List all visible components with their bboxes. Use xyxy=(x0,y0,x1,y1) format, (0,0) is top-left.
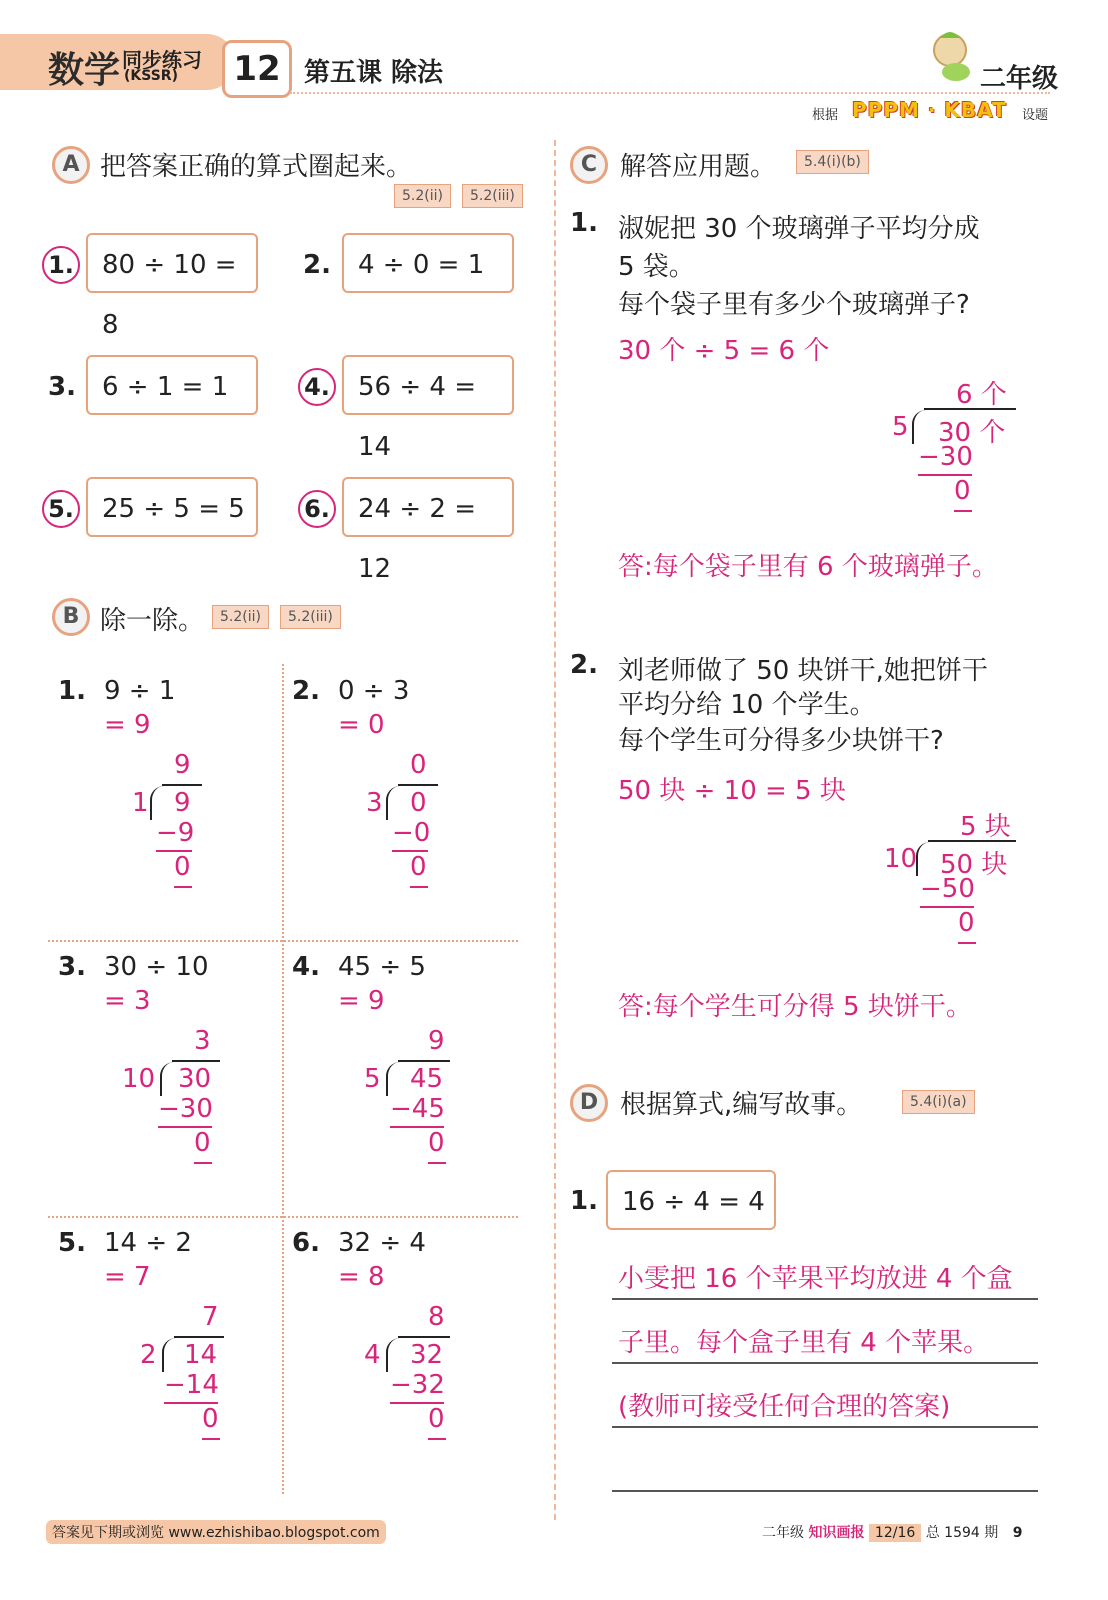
dividend: 0 xyxy=(410,788,427,818)
division-bar xyxy=(398,784,438,786)
quotient: 8 xyxy=(428,1302,445,1332)
answer: = 3 xyxy=(104,986,151,1016)
subtraction: −14 xyxy=(164,1370,219,1400)
problem-line: 每个学生可分得多少块饼干? xyxy=(618,726,944,756)
division-bracket xyxy=(912,410,928,444)
section-c-title: 解答应用题。 xyxy=(620,152,777,182)
story-note: (教师可接受任何合理的答案) xyxy=(618,1392,951,1422)
section-b-tag: 5.2(iii) xyxy=(280,605,341,629)
remainder: 0 xyxy=(174,852,191,882)
division-cell xyxy=(58,676,278,926)
division-bar xyxy=(398,1336,450,1338)
divisor: 4 xyxy=(364,1340,381,1370)
divisor: 3 xyxy=(366,788,383,818)
question-number: 1. xyxy=(58,676,86,706)
dividend: 30 个 xyxy=(938,418,1006,448)
mascot-icon xyxy=(926,28,982,84)
quotient: 6 个 xyxy=(956,380,1007,410)
equation-answer: 50 块 ÷ 10 = 5 块 xyxy=(618,776,846,806)
problem-line: 每个袋子里有多少个玻璃弹子? xyxy=(618,290,970,320)
dividend: 9 xyxy=(174,788,191,818)
basis-suffix: 设题 xyxy=(1022,108,1049,123)
circled-question-number: 1. xyxy=(42,246,80,284)
subtraction: −45 xyxy=(390,1094,445,1124)
grid-divider-horizontal xyxy=(48,940,518,942)
answer: = 7 xyxy=(104,1262,151,1292)
quotient: 7 xyxy=(202,1302,219,1332)
equation-box: 6 ÷ 1 = 1 xyxy=(86,355,258,415)
header-divider xyxy=(290,92,1050,94)
answer: = 8 xyxy=(338,1262,385,1292)
underline xyxy=(194,1162,212,1164)
section-d-title: 根据算式,编写故事。 xyxy=(620,1090,863,1120)
problem-line: 淑妮把 30 个玻璃弹子平均分成 xyxy=(618,214,980,244)
division-bracket xyxy=(386,1062,402,1096)
division-bar xyxy=(928,840,1016,842)
underline xyxy=(954,510,972,512)
division-bar xyxy=(174,1336,224,1338)
lesson-title: 第五课 除法 xyxy=(304,58,444,88)
remainder: 0 xyxy=(410,852,427,882)
divisor: 10 xyxy=(122,1064,156,1094)
grid-divider-horizontal xyxy=(48,1216,518,1218)
basis-prefix: 根据 xyxy=(812,108,839,123)
book-subtitle: 同步练习 xyxy=(122,48,202,72)
section-d-badge: D xyxy=(570,1084,608,1122)
quotient: 0 xyxy=(410,750,427,780)
underline xyxy=(958,942,976,944)
circled-question-number: 6. xyxy=(298,490,336,528)
expression: 45 ÷ 5 xyxy=(338,952,426,982)
section-b-title: 除一除。 xyxy=(100,606,205,636)
question-number: 2. xyxy=(292,676,320,706)
grid-divider-vertical xyxy=(282,664,284,1494)
story-line: 子里。每个盒子里有 4 个苹果。 xyxy=(618,1328,990,1358)
circled-question-number: 5. xyxy=(42,490,80,528)
division-bracket xyxy=(386,786,402,820)
expression: 9 ÷ 1 xyxy=(104,676,176,706)
answer-statement: 答:每个学生可分得 5 块饼干。 xyxy=(618,992,972,1022)
division-cell xyxy=(292,952,512,1202)
footer-date: 12/16 xyxy=(869,1524,921,1542)
footer-paper-name: 知识画报 xyxy=(808,1525,865,1541)
equation-box: 16 ÷ 4 = 4 xyxy=(606,1170,776,1230)
expression: 30 ÷ 10 xyxy=(104,952,209,982)
division-cell xyxy=(292,676,512,926)
question-number: 3. xyxy=(48,372,76,402)
equation-box: 4 ÷ 0 = 1 xyxy=(342,233,514,293)
subtraction: −30 xyxy=(918,442,973,472)
division-cell xyxy=(58,1228,278,1478)
remainder: 0 xyxy=(194,1128,211,1158)
expression: 14 ÷ 2 xyxy=(104,1228,192,1258)
divisor: 5 xyxy=(892,412,909,442)
division-bracket xyxy=(916,842,932,876)
division-bar xyxy=(398,1060,450,1062)
grade-label: 二年级 xyxy=(980,64,1059,94)
division-cell xyxy=(292,1228,512,1478)
subtraction: −50 xyxy=(920,874,975,904)
question-number: 1. xyxy=(570,1186,598,1216)
footer-issue: 总 1594 期 xyxy=(925,1525,999,1541)
writing-line xyxy=(612,1426,1038,1428)
divisor: 1 xyxy=(132,788,149,818)
section-b-badge: B xyxy=(52,598,90,636)
divisor: 2 xyxy=(140,1340,157,1370)
section-c-badge: C xyxy=(570,146,608,184)
division-cell xyxy=(58,952,278,1202)
division-bar xyxy=(172,1060,220,1062)
underline xyxy=(428,1438,446,1440)
quotient: 5 块 xyxy=(960,812,1011,842)
question-number: 3. xyxy=(58,952,86,982)
writing-line xyxy=(612,1490,1038,1492)
section-a-badge: A xyxy=(52,146,90,184)
story-line: 小雯把 16 个苹果平均放进 4 个盒 xyxy=(618,1264,1013,1294)
division-bracket xyxy=(160,1062,176,1096)
divisor: 10 xyxy=(884,844,918,874)
answer: = 9 xyxy=(104,710,151,740)
writing-line xyxy=(612,1298,1038,1300)
column-divider xyxy=(554,140,556,1520)
issue-number-badge: 12 xyxy=(222,40,292,98)
section-d-tag: 5.4(i)(a) xyxy=(902,1090,975,1114)
footer-website-note: 答案见下期或浏览 www.ezhishibao.blogspot.com xyxy=(46,1520,386,1544)
section-c-tag: 5.4(i)(b) xyxy=(796,150,869,174)
footer-grade: 二年级 xyxy=(762,1525,804,1541)
division-bar xyxy=(924,408,1016,410)
subtraction: −0 xyxy=(392,818,431,848)
quotient: 9 xyxy=(428,1026,445,1056)
question-number: 1. xyxy=(570,208,598,238)
question-number: 2. xyxy=(570,650,598,680)
footer-info xyxy=(762,1522,1022,1542)
answer-statement: 答:每个袋子里有 6 个玻璃弹子。 xyxy=(618,552,998,582)
underline xyxy=(174,886,192,888)
equation-box: 80 ÷ 10 = 8 xyxy=(86,233,258,293)
question-number: 6. xyxy=(292,1228,320,1258)
question-number: 2. xyxy=(303,250,331,280)
answer: = 0 xyxy=(338,710,385,740)
question-number: 4. xyxy=(292,952,320,982)
division-bracket xyxy=(386,1338,402,1372)
problem-line: 刘老师做了 50 块饼干,她把饼干 xyxy=(618,656,988,686)
section-a-tag: 5.2(ii) xyxy=(394,184,451,208)
problem-line: 5 袋。 xyxy=(618,252,695,282)
remainder: 0 xyxy=(958,908,975,938)
division-bracket xyxy=(162,1338,178,1372)
dividend: 45 xyxy=(410,1064,444,1094)
expression: 0 ÷ 3 xyxy=(338,676,410,706)
dividend: 50 块 xyxy=(940,850,1008,880)
book-title: 数学 xyxy=(48,50,121,91)
quotient: 9 xyxy=(174,750,191,780)
equation-box: 25 ÷ 5 = 5 xyxy=(86,477,258,537)
question-number: 5. xyxy=(58,1228,86,1258)
remainder: 0 xyxy=(954,476,971,506)
equation-answer: 30 个 ÷ 5 = 6 个 xyxy=(618,336,830,366)
expression: 32 ÷ 4 xyxy=(338,1228,426,1258)
remainder: 0 xyxy=(202,1404,219,1434)
division-bracket xyxy=(150,786,166,820)
remainder: 0 xyxy=(428,1128,445,1158)
underline xyxy=(410,886,428,888)
dividend: 30 xyxy=(178,1064,212,1094)
dividend: 14 xyxy=(184,1340,218,1370)
division-bar xyxy=(162,784,202,786)
section-a-tag: 5.2(iii) xyxy=(462,184,523,208)
underline xyxy=(202,1438,220,1440)
curriculum-label: (KSSR) xyxy=(124,68,178,84)
equation-box: 24 ÷ 2 = 12 xyxy=(342,477,514,537)
remainder: 0 xyxy=(428,1404,445,1434)
subtraction: −32 xyxy=(390,1370,445,1400)
divisor: 5 xyxy=(364,1064,381,1094)
underline xyxy=(428,1162,446,1164)
problem-line: 平均分给 10 个学生。 xyxy=(618,690,876,720)
subtraction: −30 xyxy=(158,1094,213,1124)
page-number: 9 xyxy=(1012,1525,1023,1541)
subtraction: −9 xyxy=(156,818,195,848)
dividend: 32 xyxy=(410,1340,444,1370)
quotient: 3 xyxy=(194,1026,211,1056)
equation-box: 56 ÷ 4 = 14 xyxy=(342,355,514,415)
writing-line xyxy=(612,1362,1038,1364)
answer: = 9 xyxy=(338,986,385,1016)
section-a-title: 把答案正确的算式圈起来。 xyxy=(100,152,413,182)
section-b-tag: 5.2(ii) xyxy=(212,605,269,629)
circled-question-number: 4. xyxy=(298,368,336,406)
pppm-kbat-logo: PPPM · KBAT xyxy=(852,98,1007,122)
